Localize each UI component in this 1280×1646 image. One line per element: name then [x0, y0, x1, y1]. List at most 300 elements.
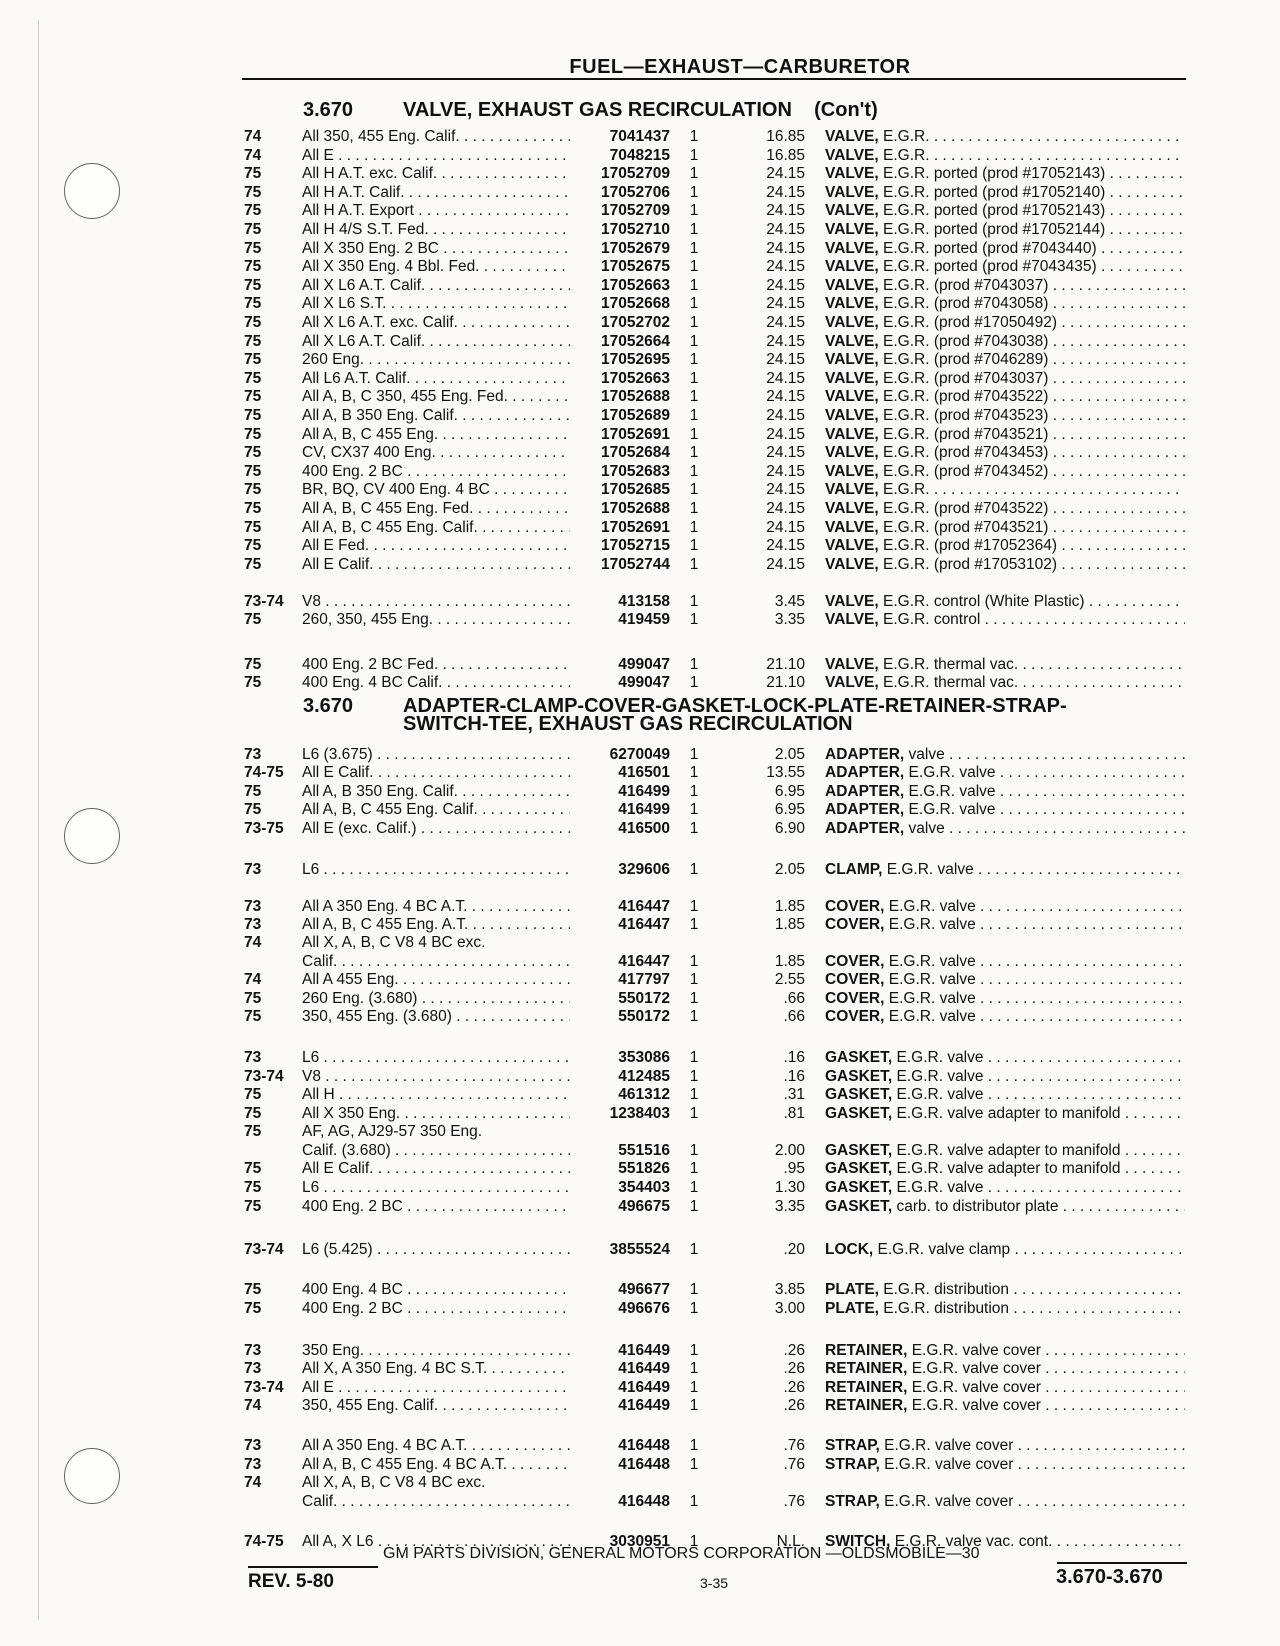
application: All X L6 A.T. Calif. . . .	[302, 276, 570, 295]
description	[825, 387, 1185, 406]
model-year: 73	[244, 1437, 262, 1454]
description	[825, 1240, 1185, 1259]
description	[825, 201, 1185, 220]
quantity: 1	[689, 1179, 699, 1196]
description	[825, 1048, 1185, 1067]
quantity: 1	[689, 1379, 699, 1396]
quantity: 1	[689, 1281, 699, 1298]
application: V8 . . .	[302, 1067, 570, 1086]
part-number: 550172	[618, 990, 670, 1007]
quantity: 1	[689, 1342, 699, 1359]
parts-row	[0, 1436, 1280, 1455]
price: 24.15	[766, 239, 805, 257]
application: All X, A 350 Eng. 4 BC S.T. . . .	[302, 1359, 570, 1378]
price: 24.15	[766, 537, 805, 555]
description	[825, 443, 1185, 462]
parts-row	[0, 782, 1280, 801]
part-number: 17052695	[601, 351, 670, 369]
parts-row	[0, 369, 1280, 388]
price: 24.15	[766, 221, 805, 238]
part-description: valve	[908, 746, 945, 763]
part-number: 551516	[618, 1142, 670, 1159]
page-number: 3-35	[700, 1575, 729, 1591]
description	[825, 127, 1185, 146]
part-name: VALVE,	[825, 555, 879, 573]
part-name: VALVE,	[825, 332, 879, 350]
parts-row	[0, 220, 1280, 239]
parts-row	[0, 499, 1280, 518]
price: 24.15	[766, 165, 805, 183]
part-name: GASKET,	[825, 1142, 893, 1159]
part-description: E.G.R. valve adapter to manifold	[896, 1142, 1121, 1159]
parts-row	[0, 1067, 1280, 1086]
part-name: VALVE,	[825, 462, 879, 480]
parts-row	[0, 1492, 1280, 1511]
part-number: 17052691	[601, 425, 670, 443]
section-heading-adapter	[303, 696, 1203, 740]
application: L6 (3.675) . . .	[302, 745, 570, 764]
section-title-text: VALVE, EXHAUST GAS RECIRCULATION	[403, 99, 792, 121]
part-description: E.G.R. (prod #7046289)	[883, 351, 1049, 369]
application: 260 Eng. . . .	[302, 350, 570, 369]
application: L6 . . .	[302, 1048, 570, 1067]
part-description: E.G.R. valve adapter to manifold	[896, 1160, 1121, 1177]
part-number: 17052744	[601, 555, 670, 573]
part-description: E.G.R. (prod #7043058)	[883, 295, 1049, 313]
part-name: COVER,	[825, 1008, 885, 1025]
parts-row	[0, 1197, 1280, 1216]
price: 1.85	[774, 898, 805, 915]
parts-row	[0, 1299, 1280, 1318]
price: 24.15	[766, 518, 805, 536]
quantity: 1	[689, 481, 699, 499]
part-description: carb. to distributor plate	[896, 1198, 1059, 1215]
price: 24.15	[766, 369, 805, 387]
model-year: 75	[244, 258, 262, 276]
application: All H 4/S S.T. Fed. . . .	[302, 220, 570, 239]
description	[825, 782, 1185, 801]
description	[825, 1007, 1185, 1026]
price: 1.85	[774, 953, 805, 970]
price: 1.30	[774, 1179, 805, 1196]
part-name: VALVE,	[825, 314, 879, 331]
description	[825, 518, 1185, 537]
quantity: 1	[689, 165, 699, 183]
part-number: 1238403	[609, 1105, 670, 1122]
application: All E (exc. Calif.) . . .	[302, 819, 570, 838]
quantity: 1	[689, 1437, 699, 1454]
part-name: VALVE,	[825, 656, 879, 673]
parts-row	[0, 201, 1280, 220]
application: All E Fed. . . .	[302, 536, 570, 555]
model-year: 75	[244, 500, 262, 517]
quantity: 1	[689, 1493, 699, 1510]
application: 400 Eng. 4 BC Calif. . . .	[302, 673, 570, 692]
model-year: 75	[244, 1300, 262, 1317]
description	[825, 239, 1185, 258]
part-name: VALVE,	[825, 481, 879, 499]
model-year: 75	[244, 801, 262, 818]
parts-row	[0, 1396, 1280, 1415]
part-description: E.G.R. valve adapter to manifold	[896, 1105, 1121, 1122]
model-year: 75	[244, 444, 262, 462]
parts-row	[0, 406, 1280, 425]
description	[825, 673, 1185, 692]
application: Calif. . . .	[302, 952, 570, 971]
price: 24.15	[766, 202, 805, 220]
model-year: 75	[244, 388, 262, 406]
parts-row	[0, 276, 1280, 295]
part-number: 17052689	[601, 407, 670, 424]
quantity: 1	[689, 500, 699, 517]
description	[825, 952, 1185, 971]
part-description: E.G.R. (prod #7043037)	[883, 276, 1049, 294]
part-number: 17052679	[601, 239, 670, 257]
part-name: ADAPTER,	[825, 764, 905, 781]
part-number: 17052663	[601, 276, 670, 294]
model-year: 75	[244, 518, 262, 536]
description	[825, 183, 1185, 202]
parts-row	[0, 933, 1280, 952]
quantity: 1	[689, 953, 699, 970]
part-number: 499047	[618, 656, 670, 673]
price: 24.15	[766, 425, 805, 443]
quantity: 1	[689, 183, 699, 201]
section-number: 3.670	[303, 695, 354, 717]
quantity: 1	[689, 1533, 699, 1550]
model-year: 73	[244, 1360, 262, 1377]
description	[825, 332, 1185, 351]
model-year: 75	[244, 783, 262, 800]
price: 24.15	[766, 332, 805, 350]
price: 1.85	[774, 916, 805, 933]
quantity: 1	[689, 1300, 699, 1317]
parts-row	[0, 1178, 1280, 1197]
parts-row	[0, 1473, 1280, 1492]
part-description: E.G.R.	[883, 481, 930, 499]
model-year: 75	[244, 202, 262, 220]
description	[825, 970, 1185, 989]
part-description: E.G.R. (prod #7043037)	[883, 369, 1049, 387]
part-number: 551826	[618, 1160, 670, 1177]
model-year: 74	[244, 1474, 262, 1491]
part-description: E.G.R. (prod #7043453)	[883, 444, 1049, 462]
application: All A, B, C 455 Eng. A.T. . . .	[302, 915, 570, 934]
model-year: 74	[244, 1397, 262, 1414]
part-name: ADAPTER,	[825, 783, 905, 800]
quantity: 1	[689, 1068, 699, 1085]
application: All E . . .	[302, 1378, 570, 1397]
part-name: RETAINER,	[825, 1360, 908, 1377]
parts-row	[0, 610, 1280, 629]
part-description: E.G.R. (prod #7043521)	[883, 425, 1049, 443]
price: 2.05	[774, 861, 805, 878]
description	[825, 164, 1185, 183]
description	[825, 536, 1185, 555]
application: All 350, 455 Eng. Calif. . . .	[302, 127, 570, 146]
part-number: 17052684	[601, 444, 670, 462]
price: 24.15	[766, 258, 805, 276]
application: All H A.T. Calif. . . .	[302, 183, 570, 202]
part-name: STRAP,	[825, 1437, 880, 1454]
part-number: 17052685	[601, 481, 670, 499]
application: 350, 455 Eng. (3.680) . . .	[302, 1007, 570, 1026]
quantity: 1	[689, 146, 699, 164]
parts-row	[0, 952, 1280, 971]
description	[825, 257, 1185, 276]
part-description: E.G.R. (prod #7043522)	[883, 388, 1049, 406]
price: .81	[783, 1105, 805, 1122]
part-name: GASKET,	[825, 1179, 893, 1196]
price: .20	[783, 1241, 805, 1258]
parts-row	[0, 970, 1280, 989]
model-year: 75	[244, 239, 262, 257]
description	[825, 1455, 1185, 1474]
footer-publisher: GM PARTS DIVISION, GENERAL MOTORS CORPORATION —OLDSMOBILE—30	[383, 1545, 980, 1562]
part-number: 416448	[618, 1493, 670, 1510]
quantity: 1	[689, 555, 699, 573]
price: .76	[783, 1456, 805, 1473]
part-description: E.G.R. (prod #7043523)	[883, 407, 1049, 424]
section-number: 3.670	[303, 99, 354, 121]
model-year: 75	[244, 407, 262, 424]
quantity: 1	[689, 128, 699, 145]
parts-row	[0, 1007, 1280, 1026]
part-description: E.G.R. valve	[896, 1049, 984, 1066]
section-title	[403, 100, 1183, 120]
description	[825, 800, 1185, 819]
quantity: 1	[689, 332, 699, 350]
description	[825, 610, 1185, 629]
part-number: 7048215	[609, 146, 670, 164]
part-number: 416448	[618, 1456, 670, 1473]
part-name: STRAP,	[825, 1493, 880, 1510]
quantity: 1	[689, 916, 699, 933]
part-description: E.G.R. ported (prod #17052143)	[883, 202, 1106, 220]
part-description: E.G.R. valve	[908, 783, 996, 800]
application: All X L6 S.T. . . .	[302, 294, 570, 313]
description	[825, 1299, 1185, 1318]
parts-row	[0, 1240, 1280, 1259]
part-description: E.G.R. thermal vac.	[883, 656, 1019, 673]
part-name: GASKET,	[825, 1068, 893, 1085]
parts-row	[0, 819, 1280, 838]
application: All A, B, C 455 Eng. Calif. . . .	[302, 518, 570, 537]
description	[825, 1359, 1185, 1378]
model-year: 75	[244, 1160, 262, 1177]
model-year: 75	[244, 1123, 262, 1140]
parts-row	[0, 673, 1280, 692]
description	[825, 1104, 1185, 1123]
description	[825, 1085, 1185, 1104]
part-description: E.G.R. valve cover	[884, 1456, 1014, 1473]
part-description: E.G.R.	[883, 128, 930, 145]
application: All A 350 Eng. 4 BC A.T. . . .	[302, 897, 570, 916]
part-number: 461312	[618, 1086, 670, 1103]
revision-label: REV. 5-80	[248, 1571, 334, 1592]
quantity: 1	[689, 971, 699, 988]
application: L6 . . .	[302, 860, 570, 879]
part-number: 17052715	[601, 537, 670, 555]
part-description: E.G.R. valve cover	[911, 1360, 1041, 1377]
parts-row	[0, 294, 1280, 313]
part-description: E.G.R. valve clamp	[877, 1241, 1011, 1258]
part-name: VALVE,	[825, 593, 879, 610]
quantity: 1	[689, 221, 699, 238]
parts-row	[0, 1159, 1280, 1178]
parts-row	[0, 1141, 1280, 1160]
part-description: E.G.R. control	[883, 611, 981, 628]
price: .76	[783, 1437, 805, 1454]
price: 2.55	[774, 971, 805, 988]
part-name: LOCK,	[825, 1241, 874, 1258]
part-description: E.G.R. valve	[888, 990, 976, 1007]
part-description: E.G.R. valve	[888, 898, 976, 915]
part-number: 353086	[618, 1049, 670, 1066]
part-name: ADAPTER,	[825, 820, 905, 837]
application: All A, B, C 455 Eng. 4 BC A.T. . . .	[302, 1455, 570, 1474]
model-year: 75	[244, 221, 262, 238]
part-name: COVER,	[825, 953, 885, 970]
application: All A, B 350 Eng. Calif. . . .	[302, 782, 570, 801]
model-year: 75	[244, 314, 262, 331]
parts-row	[0, 1104, 1280, 1123]
description	[825, 745, 1185, 764]
description	[825, 1067, 1185, 1086]
model-year: 74	[244, 146, 262, 164]
part-number: 17052706	[601, 183, 670, 201]
description	[825, 1178, 1185, 1197]
part-name: VALVE,	[825, 165, 879, 183]
part-description: E.G.R. valve	[896, 1068, 984, 1085]
part-name: PLATE,	[825, 1300, 879, 1317]
application: All X L6 A.T. Calif. . . .	[302, 332, 570, 351]
quantity: 1	[689, 861, 699, 878]
part-name: VALVE,	[825, 351, 879, 369]
quantity: 1	[689, 1049, 699, 1066]
part-description: E.G.R. thermal vac.	[883, 674, 1019, 691]
part-name: COVER,	[825, 971, 885, 988]
model-year: 74-75	[244, 1533, 284, 1550]
part-description: E.G.R. valve	[896, 1086, 984, 1103]
price: 6.95	[774, 801, 805, 818]
parts-row	[0, 462, 1280, 481]
parts-row	[0, 425, 1280, 444]
description	[825, 480, 1185, 499]
part-description: E.G.R. valve	[908, 764, 996, 781]
quantity: 1	[689, 388, 699, 406]
application: 400 Eng. 4 BC . . .	[302, 1280, 570, 1299]
model-year: 75	[244, 332, 262, 350]
description	[825, 555, 1185, 574]
parts-row	[0, 763, 1280, 782]
part-description: E.G.R. (prod #7043452)	[883, 462, 1049, 480]
part-name: RETAINER,	[825, 1342, 908, 1359]
model-year: 74	[244, 971, 262, 988]
part-number: 17052663	[601, 369, 670, 387]
model-year: 75	[244, 674, 262, 691]
quantity: 1	[689, 1241, 699, 1258]
footer-rule-left	[248, 1566, 378, 1568]
part-number: 6270049	[609, 746, 670, 763]
part-description: E.G.R. valve	[886, 861, 974, 878]
application: All E Calif. . . .	[302, 763, 570, 782]
part-name: VALVE,	[825, 221, 879, 238]
part-number: 17052683	[601, 462, 670, 480]
model-year: 75	[244, 555, 262, 573]
price: 24.15	[766, 183, 805, 201]
parts-row	[0, 1359, 1280, 1378]
part-name: VALVE,	[825, 239, 879, 257]
part-name: VALVE,	[825, 388, 879, 406]
application: 260, 350, 455 Eng. . . .	[302, 610, 570, 629]
application: Calif. . . .	[302, 1492, 570, 1511]
model-year: 73	[244, 1049, 262, 1066]
description	[825, 1436, 1185, 1455]
description	[825, 592, 1185, 611]
model-year: 75	[244, 462, 262, 480]
model-year: 73-75	[244, 820, 284, 837]
model-year: 75	[244, 1086, 262, 1103]
part-number: 17052709	[601, 202, 670, 220]
parts-row	[0, 1455, 1280, 1474]
part-name: RETAINER,	[825, 1397, 908, 1414]
price: .66	[783, 990, 805, 1007]
price: 6.95	[774, 783, 805, 800]
price: 24.15	[766, 276, 805, 294]
part-name: CLAMP,	[825, 861, 883, 878]
model-year: 75	[244, 611, 262, 628]
part-number: 329606	[618, 861, 670, 878]
parts-row	[0, 480, 1280, 499]
quantity: 1	[689, 518, 699, 536]
quantity: 1	[689, 258, 699, 276]
part-number: 17052675	[601, 258, 670, 276]
part-number: 17052688	[601, 500, 670, 517]
application: All A 350 Eng. 4 BC A.T. . . .	[302, 1436, 570, 1455]
part-description: E.G.R. ported (prod #17052140)	[883, 183, 1106, 201]
model-year: 75	[244, 1008, 262, 1025]
description	[825, 350, 1185, 369]
part-description: E.G.R.	[883, 146, 930, 164]
quantity: 1	[689, 611, 699, 628]
quantity: 1	[689, 425, 699, 443]
description	[825, 915, 1185, 934]
model-year: 73	[244, 1456, 262, 1473]
description	[825, 462, 1185, 481]
price: 24.15	[766, 351, 805, 369]
application: All X 350 Eng. 2 BC . . .	[302, 239, 570, 258]
description	[825, 1197, 1185, 1216]
part-name: VALVE,	[825, 128, 879, 145]
part-name: VALVE,	[825, 611, 879, 628]
part-number: 416501	[618, 764, 670, 781]
part-name: COVER,	[825, 916, 885, 933]
description	[825, 763, 1185, 782]
price: 24.15	[766, 314, 805, 331]
description	[825, 655, 1185, 674]
quantity: 1	[689, 1198, 699, 1215]
part-description: E.G.R. valve	[888, 953, 976, 970]
quantity: 1	[689, 295, 699, 313]
application: All A, B, C 455 Eng. Calif. . . .	[302, 800, 570, 819]
description	[825, 276, 1185, 295]
part-number: 496677	[618, 1281, 670, 1298]
section-reference: 3.670-3.670	[1056, 1566, 1163, 1588]
price: .76	[783, 1493, 805, 1510]
part-description: E.G.R. valve cover	[911, 1379, 1041, 1396]
application: All H A.T. Export . . .	[302, 201, 570, 220]
